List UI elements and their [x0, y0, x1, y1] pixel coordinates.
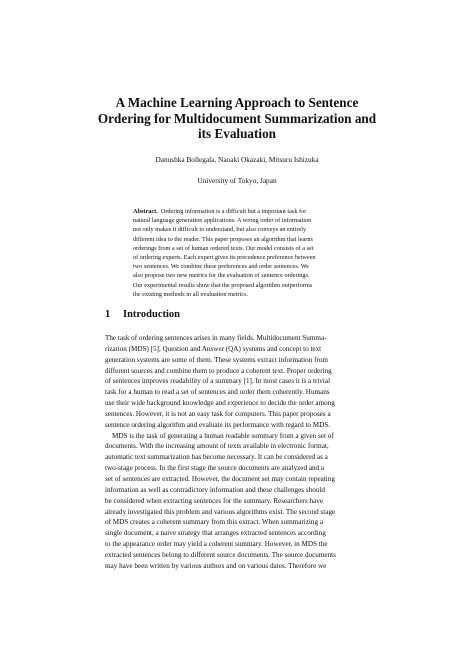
title-line: A Machine Learning Approach to Sentence — [115, 95, 359, 110]
body-line: task for a human to read a set of sentences and order them coherently. Humans — [105, 388, 330, 397]
body-line: sentences. However, it is not an easy task for computers. This paper proposes a — [105, 409, 331, 418]
body-line: to the appearance order may yield a coherent summary. However, in MDS the — [105, 540, 328, 549]
abstract-line: also propose two new metrics for the evaluation of sentence orderings. — [133, 272, 310, 280]
body-line: documents. With the increasing amount of texts available in electronic format, — [105, 442, 329, 451]
abstract-line — [133, 207, 341, 216]
abstract-line: of ordering experts. Each expert gives its precedence preference between — [133, 253, 316, 261]
body-line: of MDS creates a coherent summary from this extract. When summarizing a — [105, 518, 323, 527]
body-line: use their wide background knowledge and experience to decide the order among — [105, 399, 335, 408]
body-line: already investigated this problem and various algorithms exist. The second stage — [105, 507, 336, 516]
abstract-line: two sentences. We combine these preferences and order sentences. We — [133, 263, 309, 271]
abstract-line: not only makes it difficult to understand, but also conveys an entirely — [133, 226, 307, 234]
body-line: single document, a naive strategy that arranges extracted sentences according — [105, 529, 326, 538]
paper-title — [96, 95, 378, 142]
body-line: set of sentences are extracted. However, the document set may contain repeating — [105, 474, 335, 483]
body-line: rization (MDS) [5], Question and Answer (QA) systems and concept to text — [105, 344, 322, 353]
body-line: may have been written by various authors and on various dates. Therefore we — [105, 561, 327, 570]
body-line: extracted sentences belong to different source documents. The source documents — [105, 550, 336, 559]
body-line: information as well as contradictory information and these challenges should — [105, 485, 325, 494]
affiliation: University of Tokyo, Japan — [197, 176, 277, 185]
body-line: automatic text summarization has become necessary. It can be considered as a — [105, 453, 328, 462]
abstract — [133, 207, 341, 299]
abstract-text: Ordering information is a difficult but a important task for — [160, 208, 307, 215]
abstract-line: orderings from a set of human ordered texts. Our model consists of a set — [133, 244, 314, 252]
abstract-label: Abstract. — [133, 208, 158, 215]
body-line: generation systems are some of them. These systems extract information from — [105, 355, 328, 364]
section-number: 1 — [105, 309, 111, 320]
title-line: Ordering for Multidocument Summarization and — [97, 110, 377, 126]
author-list: Danushka Bollegala, Naoaki Okazaki, Mitsuru Ishizuka — [155, 155, 319, 164]
section-heading-introduction — [105, 309, 180, 320]
introduction-body — [105, 333, 369, 572]
body-line: different sources and combine them to produce a coherent text. Proper ordering — [105, 366, 332, 375]
body-line: two-stage process. In the first stage the source documents are analyzed and a — [105, 464, 325, 473]
abstract-line: the existing methods in all evaluation metrics. — [133, 290, 249, 298]
section-title: Introduction — [123, 309, 180, 320]
body-line: of sentences improves readability of a summary [1]. In most cases it is a trivial — [105, 377, 331, 386]
abstract-line: different idea to the reader. This paper proposes an algorithm that learns — [133, 235, 313, 243]
body-line: be considered when extracting sentences for the summary. Researchers have — [105, 496, 324, 505]
abstract-line: natural language generation applications. A wrong order of information — [133, 217, 312, 225]
body-line: sentence ordering algorithm and evaluate its performance with regard to MDS. — [105, 420, 331, 429]
title-line: its Evaluation — [197, 126, 277, 142]
abstract-line: Our experimental results show that the proposed algorithm outperforms — [133, 281, 313, 289]
body-line: MDS is the task of generating a human readable summary from a given set of — [112, 431, 334, 440]
body-line: The task of ordering sentences arises in many fields. Multidocument Summa- — [105, 334, 327, 342]
